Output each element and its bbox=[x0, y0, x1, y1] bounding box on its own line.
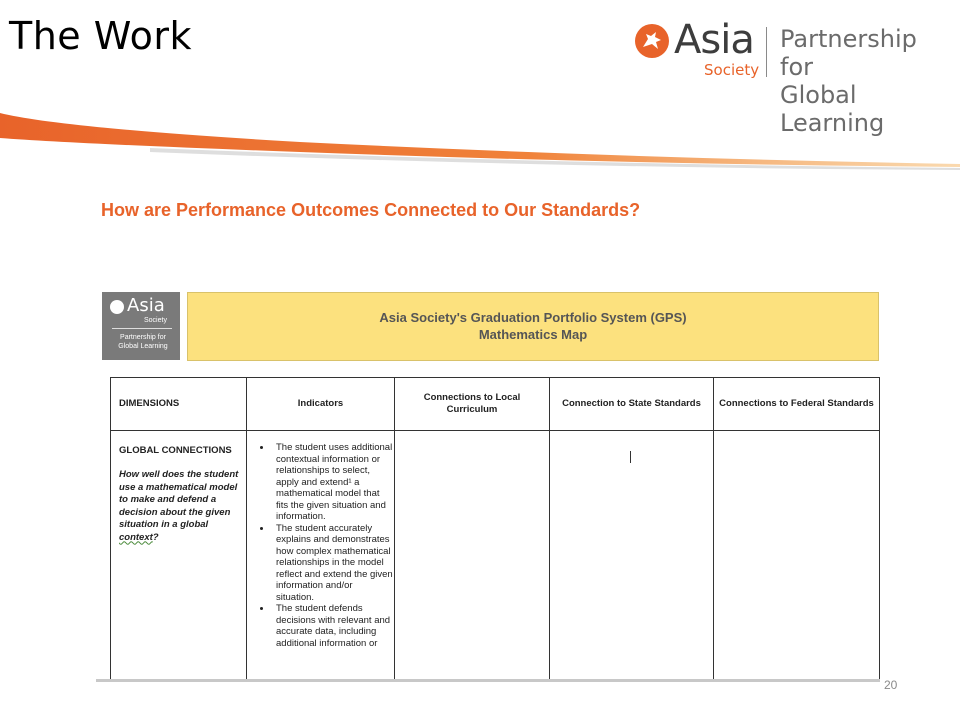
doc-logo-asia: Asia bbox=[127, 295, 165, 316]
column-header-state-standards: Connection to State Standards bbox=[550, 378, 714, 431]
orange-swoosh-divider bbox=[0, 108, 960, 178]
column-header-indicators: Indicators bbox=[247, 378, 395, 431]
table-row bbox=[111, 431, 880, 682]
doc-logo-rule bbox=[112, 328, 172, 329]
list-item: • The student defends decisions with relevant and accurate data, including additional information or bbox=[272, 603, 393, 649]
list-item: • The student uses additional contextual information or relationships to select, apply and extend¹ a mathematical model that fits the given situation and information. bbox=[272, 442, 393, 523]
doc-logo-pgl-line1: Partnership for bbox=[120, 334, 166, 341]
dimension-question-context: context bbox=[119, 531, 153, 543]
local-curriculum-cell bbox=[395, 431, 550, 682]
doc-logo-society: Society bbox=[144, 317, 167, 324]
column-header-dimensions: DIMENSIONS bbox=[111, 378, 247, 431]
asia-society-logo-icon bbox=[634, 23, 670, 59]
list-item: • The student accurately explains and demonstrates how complex mathematical relationships in the model reflect and extend the given information and/or situation. bbox=[272, 523, 393, 604]
column-header-local-curriculum: Connections to Local Curriculum bbox=[395, 378, 550, 431]
doc-logo-mark-icon bbox=[110, 300, 124, 314]
indicators-list bbox=[248, 442, 393, 649]
doc-header-subtitle: Mathematics Map bbox=[478, 327, 588, 342]
dimension-title: GLOBAL CONNECTIONS bbox=[119, 445, 232, 456]
doc-asia-society-logo bbox=[102, 292, 180, 360]
brand-global-learning-line: Global Learning bbox=[780, 81, 885, 137]
gps-document-image bbox=[96, 289, 882, 681]
gps-mathematics-map-table bbox=[110, 377, 880, 681]
page-number: 20 bbox=[884, 678, 898, 692]
brand-asia-text: Asia bbox=[674, 17, 754, 63]
indicators-cell bbox=[247, 431, 395, 682]
slide-title: The Work bbox=[9, 14, 192, 58]
doc-bottom-edge bbox=[96, 679, 880, 682]
brand-divider bbox=[766, 27, 767, 77]
text-cursor-mark bbox=[630, 451, 631, 463]
slide-question-heading: How are Performance Outcomes Connected to Our Standards? bbox=[101, 200, 641, 220]
dimension-cell bbox=[111, 431, 247, 682]
federal-standards-cell bbox=[714, 431, 880, 682]
doc-logo-pgl-line2: Global Learning bbox=[118, 343, 168, 350]
state-standards-cell bbox=[550, 431, 714, 682]
dimension-question-main: How well does the student use a mathematical model to make and defend a decision about the given situation in a global bbox=[119, 469, 239, 530]
dimension-question bbox=[119, 469, 240, 544]
column-header-federal-standards: Connections to Federal Standards bbox=[714, 378, 880, 431]
doc-header-title: Asia Society's Graduation Portfolio System (GPS) bbox=[379, 310, 687, 325]
doc-logo-pgl bbox=[110, 333, 176, 351]
dimension-question-mark: ? bbox=[152, 531, 159, 543]
doc-header-banner bbox=[187, 292, 879, 361]
brand-logo-lockup bbox=[634, 17, 954, 137]
brand-partnership-line: Partnership for bbox=[780, 25, 917, 81]
brand-society-text: Society bbox=[704, 61, 760, 79]
